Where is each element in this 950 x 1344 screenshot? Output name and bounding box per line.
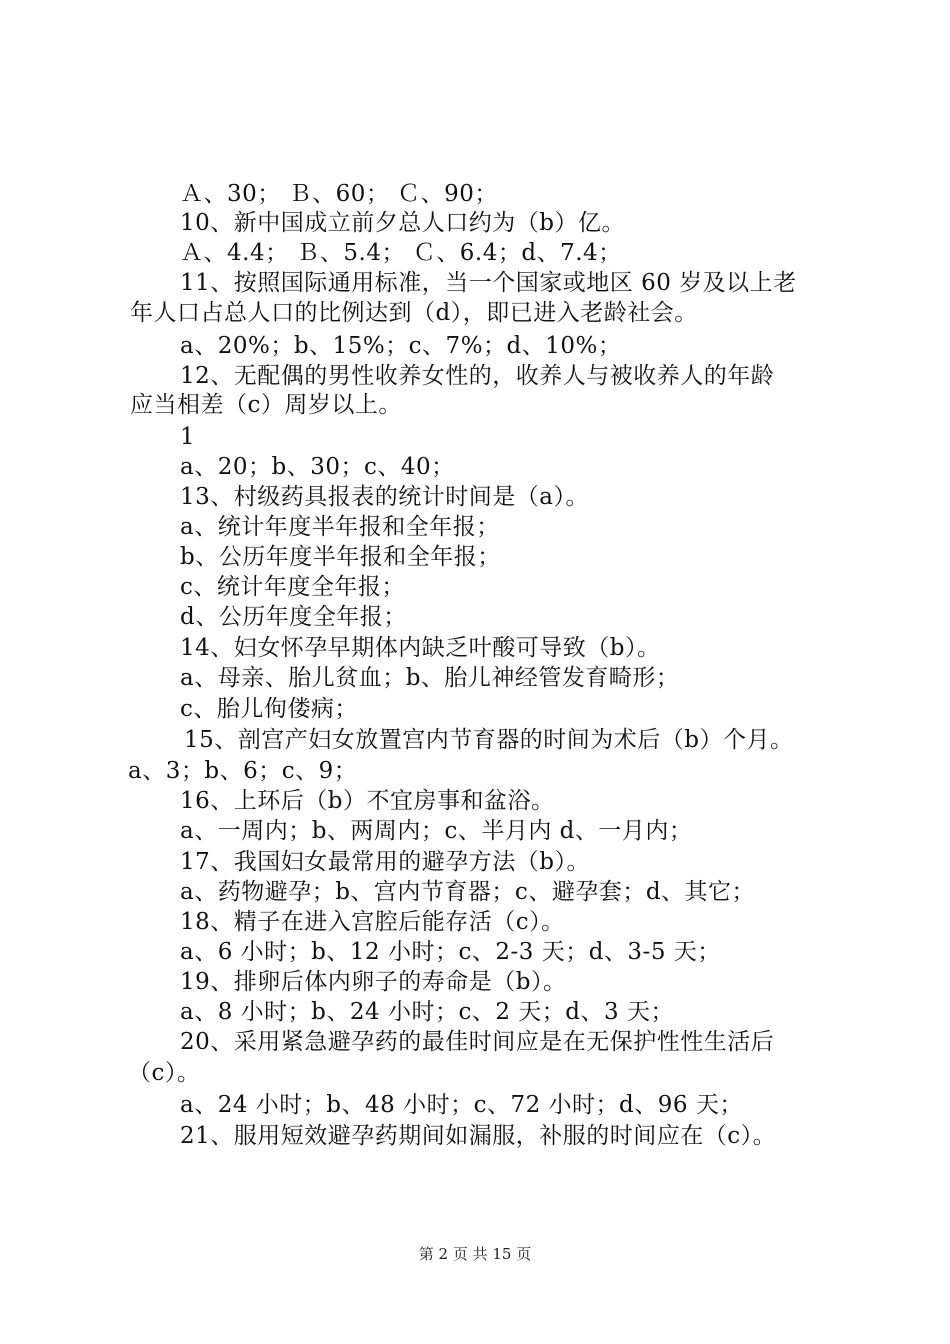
question-line: 20、采用紧急避孕药的最佳时间应是在无保护性性生活后 bbox=[180, 1029, 775, 1055]
text-line: c、胎儿佝偻病； bbox=[180, 696, 358, 722]
question-line: 11、按照国际通用标准，当一个国家或地区 60 岁及以上老 bbox=[180, 270, 797, 296]
text-line: a、6 小时；b、12 小时；c、2-3 天；d、3-5 天； bbox=[180, 939, 721, 965]
text-line: a、24 小时；b、48 小时；c、72 小时；d、96 天； bbox=[180, 1092, 743, 1118]
question-line: 16、上环后（b）不宜房事和盆浴。 bbox=[180, 788, 555, 814]
question-line: 10、新中国成立前夕总人口约为（b）亿。 bbox=[180, 210, 625, 236]
question-line: 13、村级药具报表的统计时间是（a）。 bbox=[180, 484, 589, 510]
text-line: Ａ、30； Ｂ、60； Ｃ、90； bbox=[180, 181, 498, 207]
text-line: a、母亲、胎儿贫血；b、胎儿神经管发育畸形； bbox=[180, 665, 680, 691]
question-line: 18、精子在进入宫腔后能存活（c）。 bbox=[180, 909, 565, 935]
text-line: a、20；b、30；c、40； bbox=[180, 454, 455, 480]
question-line: 21、服用短效避孕药期间如漏服，补服的时间应在（c）。 bbox=[180, 1123, 777, 1149]
question-line: 17、我国妇女最常用的避孕方法（b）。 bbox=[180, 849, 590, 875]
question-line: 12、无配偶的男性收养女性的，收养人与被收养人的年龄 bbox=[180, 363, 775, 389]
text-line: 应当相差（c）周岁以上。 bbox=[130, 392, 402, 418]
text-line: a、3；b、6；c、9； bbox=[128, 758, 358, 784]
text-line: d、公历年度全年报； bbox=[180, 604, 407, 630]
text-line: c、统计年度全年报； bbox=[180, 574, 405, 600]
text-line: a、一周内；b、两周内；c、半月内 d、一月内； bbox=[180, 818, 693, 844]
question-line: 14、妇女怀孕早期体内缺乏叶酸可导致（b）。 bbox=[180, 635, 661, 661]
text-line: Ａ、4.4； Ｂ、5.4； Ｃ、6.4；d、7.4； bbox=[180, 240, 622, 266]
text-line: 年人口占总人口的比例达到（d），即已进入老龄社会。 bbox=[130, 300, 698, 326]
question-line: 19、排卵后体内卵子的寿命是（b）。 bbox=[180, 969, 567, 995]
text-line: （c）。 bbox=[128, 1060, 201, 1086]
question-line: 15、剖宫产妇女放置宫内节育器的时间为术后（b）个月。 bbox=[184, 727, 794, 753]
text-line: a、20%；b、15%；c、7%；d、10%； bbox=[180, 333, 622, 359]
text-line: 1 bbox=[180, 424, 196, 450]
text-line: b、公历年度半年报和全年报； bbox=[180, 544, 501, 570]
text-line: a、药物避孕；b、宫内节育器；c、避孕套；d、其它； bbox=[180, 879, 756, 905]
text-line: a、8 小时；b、24 小时；c、2 天；d、3 天； bbox=[180, 999, 674, 1025]
text-line: a、统计年度半年报和全年报； bbox=[180, 514, 500, 540]
page-footer: 第 2 页 共 15 页 bbox=[418, 1245, 532, 1263]
